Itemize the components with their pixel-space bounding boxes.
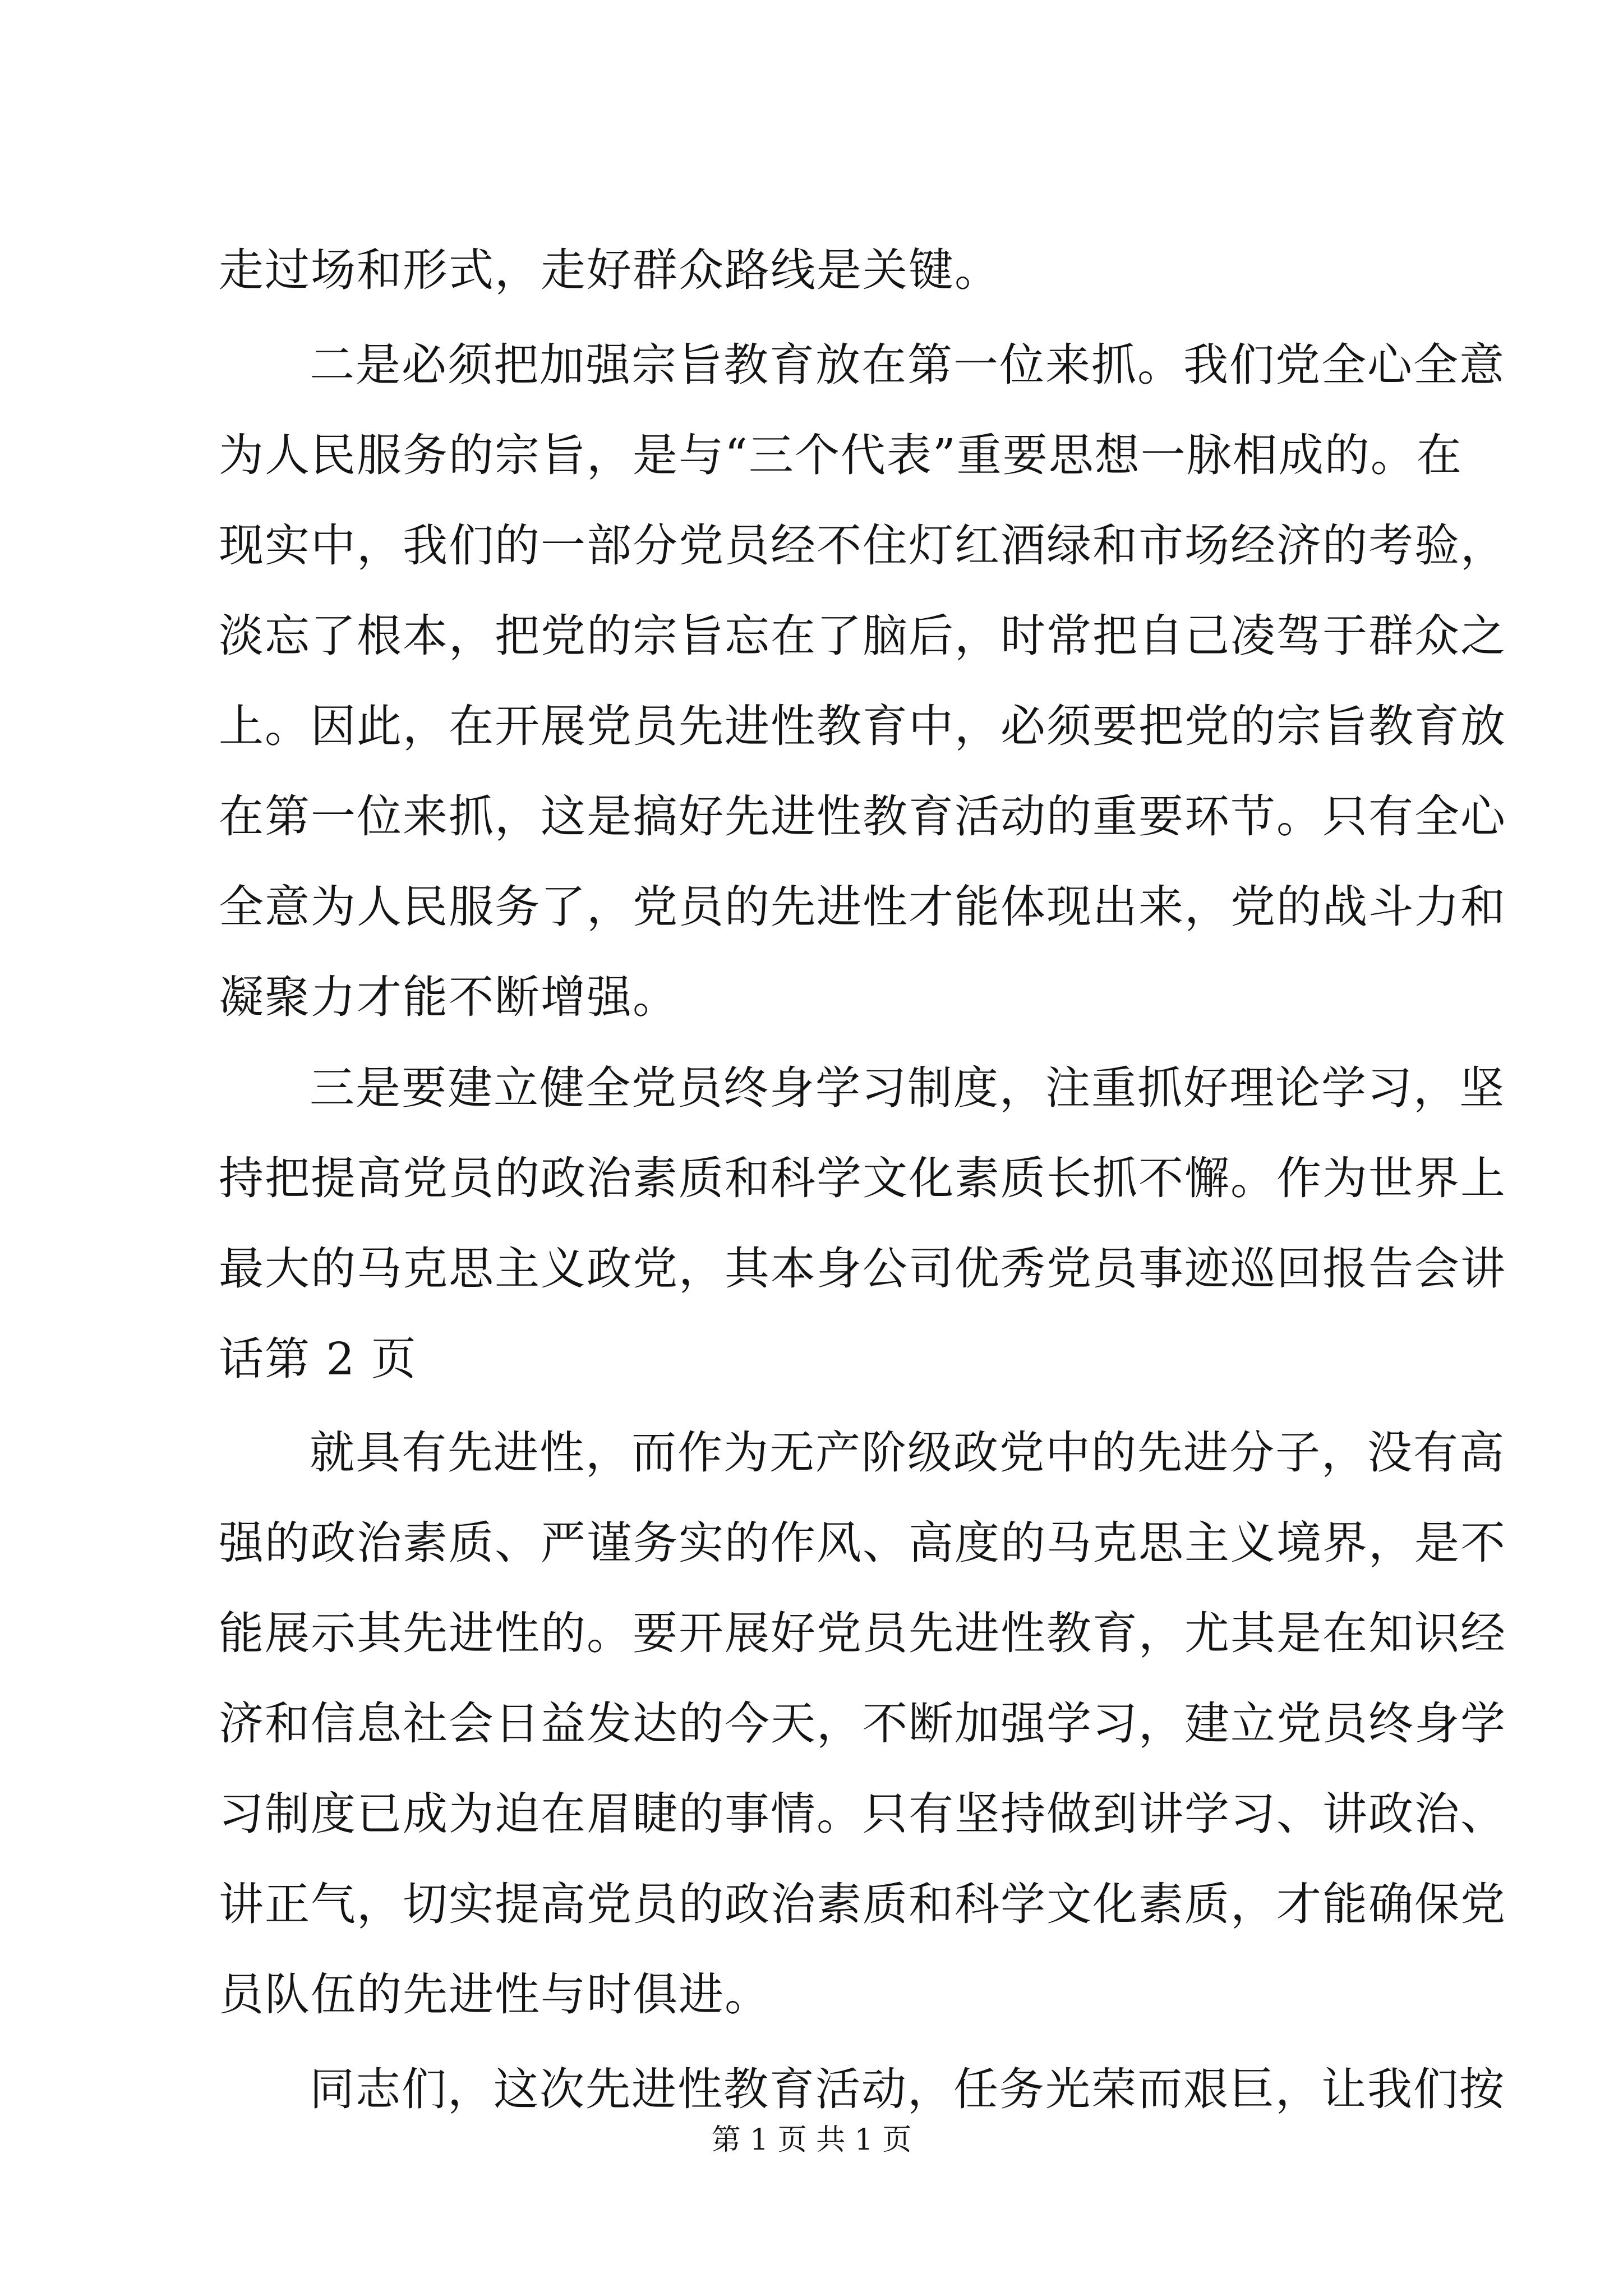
- text-line: 为人民服务的宗旨，是与“三个代表”重要思想一脉相成的。在: [219, 429, 1463, 481]
- text-line: 三是要建立健全党员终身学习制度，注重抓好理论学习，坚: [310, 1062, 1505, 1114]
- text-line: 二是必须把加强宗旨教育放在第一位来抓。我们党全心全意: [310, 339, 1505, 391]
- text-line: 最大的马克思主义政党，其本身公司优秀党员事迹巡回报告会讲: [219, 1243, 1506, 1295]
- text-line: 能展示其先进性的。要开展好党员先进性教育，尤其是在知识经: [219, 1607, 1506, 1659]
- text-line: 员队伍的先进性与时俱进。: [219, 1968, 771, 2021]
- text-line: 就具有先进性，而作为无产阶级政党中的先进分子，没有高: [310, 1427, 1505, 1479]
- text-line: 习制度已成为迫在眉睫的事情。只有坚持做到讲学习、讲政治、: [219, 1788, 1506, 1840]
- text-line: 全意为人民服务了，党员的先进性才能体现出来，党的战斗力和: [219, 881, 1506, 933]
- text-line: 在第一位来抓，这是搞好先进性教育活动的重要环节。只有全心: [219, 790, 1506, 843]
- page-footer: 第 1 页 共 1 页: [711, 2123, 912, 2157]
- text-line: 济和信息社会日益发达的今天，不断加强学习，建立党员终身学: [219, 1697, 1506, 1750]
- text-line: 现实中，我们的一部分党员经不住灯红酒绿和市场经济的考验，: [219, 519, 1506, 572]
- text-line: 凝聚力才能不断增强。: [219, 971, 679, 1023]
- text-line: 同志们，这次先进性教育活动，任务光荣而艰巨，让我们按: [310, 2063, 1505, 2115]
- text-line: 淡忘了根本，把党的宗旨忘在了脑后，时常把自己凌驾于群众之: [219, 610, 1506, 662]
- text-line: 强的政治素质、严谨务实的作风、高度的马克思主义境界，是不: [219, 1517, 1506, 1569]
- text-line: 话第 2 页: [219, 1333, 417, 1385]
- text-line: 持把提高党员的政治素质和科学文化素质长抓不懈。作为世界上: [219, 1152, 1506, 1204]
- text-line: 走过场和形式，走好群众路线是关键。: [219, 244, 1000, 296]
- text-line: 讲正气，切实提高党员的政治素质和科学文化素质，才能确保党: [219, 1878, 1506, 1930]
- text-line: 上。因此，在开展党员先进性教育中，必须要把党的宗旨教育放: [219, 700, 1506, 752]
